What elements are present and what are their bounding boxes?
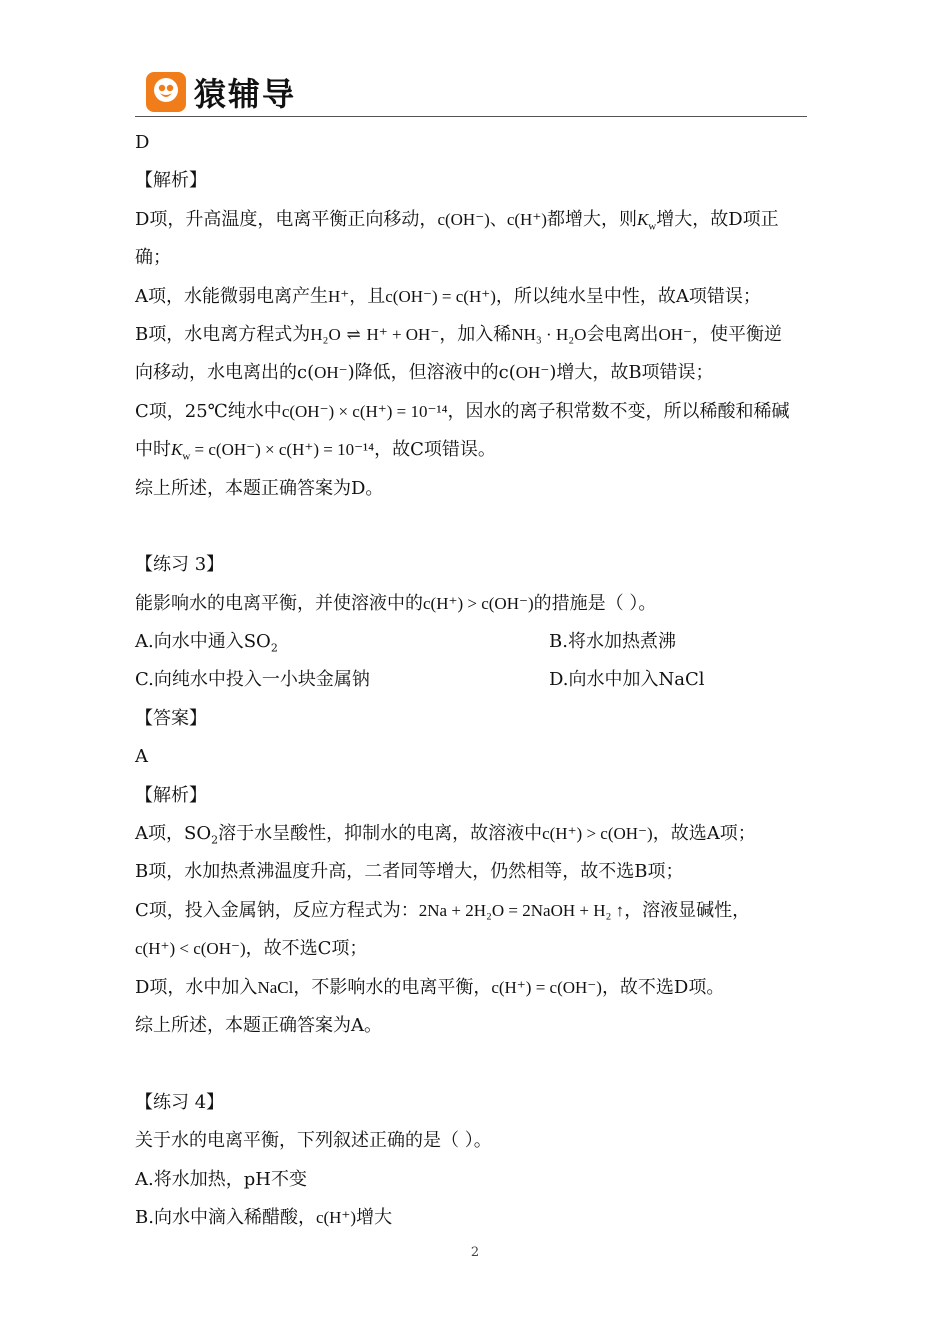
analysis-b-line: B项，水电离方程式为H₂O ⇌ H⁺ + OH⁻，加入稀NH₃ · H₂O会电离出OH⁻，使平衡逆 — [135, 323, 782, 345]
analysis-heading-2: 【解析】 — [135, 784, 207, 806]
exercise-3-question: 能影响水的电离平衡，并使溶液中的c(H⁺) > c(OH⁻)的措施是（ ）。 — [135, 592, 657, 614]
analysis-c-line: C项，25℃纯水中c(OH⁻) × c(H⁺) = 10⁻¹⁴，因水的离子积常数不变，所以稀酸和稀碱 — [135, 400, 790, 422]
exercise-4-heading: 【练习 4】 — [135, 1091, 225, 1113]
answer-heading: 【答案】 — [135, 707, 207, 729]
exercise-3-options-ab — [135, 623, 825, 661]
exercise-4-question: 关于水的电离平衡，下列叙述正确的是（ ）。 — [135, 1130, 492, 1152]
answer-value: A — [135, 746, 148, 768]
option-c: C.向纯水中投入一小块金属钠 — [135, 669, 370, 691]
option-d: D.向水中加入NaCl — [549, 669, 705, 691]
answer-line: D — [135, 132, 150, 153]
exercise-4-option-a: A.将水加热，pH不变 — [135, 1168, 307, 1190]
analysis-b-line-cont: 向移动，水电离出的c(OH⁻)降低，但溶液中的c(OH⁻)增大，故B项错误； — [135, 362, 714, 384]
analysis-d-line-cont: 确； — [135, 247, 171, 269]
analysis-heading: 【解析】 — [135, 170, 207, 192]
analysis-a-line: A项，水能微弱电离产生H⁺，且c(OH⁻) = c(H⁺)，所以纯水呈中性，故A项错误； — [135, 285, 761, 307]
header — [146, 70, 296, 114]
analysis-2-a: A项，$SO_2$溶于水呈酸性，抑制水的电离，故溶液中c(H⁺) > c(OH⁻)，故选A项； — [135, 823, 756, 847]
analysis-2-d: D项，水中加入NaCl，不影响水的电离平衡，c(H⁺) = c(OH⁻)，故不选D项。 — [135, 976, 725, 998]
analysis-2-c: C项，投入金属钠，反应方程式为：2Na + 2H₂O = 2NaOH + H₂ ↑，溶液显碱性， — [135, 899, 751, 921]
exercise-3-heading: 【练习 3】 — [135, 554, 225, 576]
exercise-3-options-cd — [135, 661, 825, 699]
header-divider — [135, 116, 807, 117]
option-a: A.向水中通入$SO_2$ — [135, 631, 278, 655]
analysis-d-line: D项，升高温度，电离平衡正向移动，c(OH⁻)、c(H⁺)都增大，则$K_w$增大，故D项正 — [135, 208, 779, 233]
conclusion-line-2: 综上所述，本题正确答案为A。 — [135, 1014, 382, 1036]
analysis-2-c-cont: c(H⁺) < c(OH⁻)，故不选C项； — [135, 938, 368, 960]
analysis-2-b: B项，水加热煮沸温度升高，二者同等增大，仍然相等，故不选B项； — [135, 861, 684, 883]
option-b: B.将水加热煮沸 — [549, 631, 676, 653]
conclusion-line: 综上所述，本题正确答案为D。 — [135, 477, 384, 499]
exercise-4-option-b: B.向水中滴入稀醋酸，c(H⁺)增大 — [135, 1206, 393, 1228]
analysis-c-line-cont: 中时$K_w = c(OH^-) \times c(H^+) = 10^{-14}$，故C项错误。 — [135, 439, 496, 463]
monkey-face-icon — [152, 76, 180, 108]
document-body — [135, 124, 825, 1237]
brand-logo — [146, 72, 186, 112]
page-number: 2 — [470, 1245, 480, 1260]
brand-name: 猿辅导 — [194, 75, 297, 113]
